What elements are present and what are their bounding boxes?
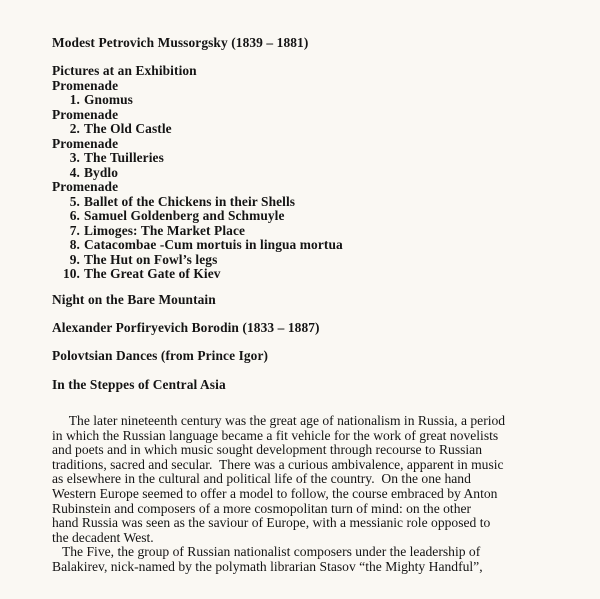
movement-title: Promenade bbox=[52, 135, 119, 151]
movement-item bbox=[52, 209, 343, 224]
prose-line: Western Europe seemed to offer a model to follow, the course embraced by Anton bbox=[52, 485, 498, 501]
prose-line: traditions, sacred and secular. There was a curious ambivalence, apparent in music bbox=[52, 456, 504, 472]
prose-line: as elsewhere in the cultural and political life of the country. On the one hand bbox=[52, 471, 471, 487]
movement-title: Limoges: The Market Place bbox=[84, 222, 246, 238]
movement-item bbox=[52, 267, 343, 282]
movement-item bbox=[52, 224, 343, 239]
movement-item bbox=[52, 195, 343, 210]
movement-number: 6. bbox=[69, 208, 80, 223]
composer-heading-mussorgsky: Modest Petrovich Mussorgsky (1839 – 1881) bbox=[52, 35, 309, 50]
prose-line: Rubinstein and composers of a more cosmopolitan turn of mind: on the other bbox=[52, 500, 472, 516]
movement-list bbox=[52, 79, 343, 282]
movement-number: 4. bbox=[69, 164, 80, 180]
movement-number: 10. bbox=[62, 266, 80, 281]
work-night-on-bare-mountain: Night on the Bare Mountain bbox=[52, 292, 216, 307]
liner-notes-text bbox=[52, 414, 592, 575]
movement-item bbox=[52, 238, 343, 253]
movement-item bbox=[52, 122, 343, 137]
movement-number: 5. bbox=[69, 193, 80, 209]
prose-line: the decadent West. bbox=[52, 529, 154, 545]
movement-number: 9. bbox=[69, 251, 80, 267]
movement-title: Catacombae -Cum mortuis in lingua mortua bbox=[84, 237, 343, 252]
prose-line: The later nineteenth century was the great age of nationalism in Russia, a period bbox=[52, 413, 506, 428]
movement-number: 7. bbox=[69, 222, 80, 238]
movement-number: 8. bbox=[69, 237, 80, 252]
movement-number: 3. bbox=[69, 150, 80, 165]
movement-item bbox=[52, 137, 343, 152]
movement-title: The Tuilleries bbox=[84, 150, 164, 165]
movement-title: Ballet of the Chickens in their Shells bbox=[84, 193, 296, 209]
movement-title: The Great Gate of Kiev bbox=[84, 266, 221, 281]
movement-title: Samuel Goldenberg and Schmuyle bbox=[84, 208, 285, 223]
movement-title: Bydlo bbox=[84, 164, 118, 180]
work-polovtsian-dances: Polovtsian Dances (from Prince Igor) bbox=[52, 348, 269, 363]
prose-line: and poets and in which music sought development through recourse to Russian bbox=[52, 442, 483, 458]
movement-title: Promenade bbox=[52, 77, 119, 93]
prose-line: hand Russia was seen as the saviour of Europe, with a messianic role opposed to bbox=[52, 515, 491, 531]
movement-item bbox=[52, 93, 343, 108]
movement-item bbox=[52, 253, 343, 268]
movement-item bbox=[52, 108, 343, 123]
prose-line: The Five, the group of Russian nationalist composers under the leadership of bbox=[52, 544, 481, 560]
movement-item bbox=[52, 166, 343, 181]
movement-title: Promenade bbox=[52, 179, 119, 194]
movement-item bbox=[52, 151, 343, 166]
movement-item bbox=[52, 79, 343, 94]
work-pictures-at-an-exhibition bbox=[52, 64, 343, 282]
movement-title: The Hut on Fowl’s legs bbox=[84, 251, 218, 267]
movement-number: 1. bbox=[69, 92, 80, 107]
work-title: Pictures at an Exhibition bbox=[52, 63, 197, 78]
work-in-the-steppes: In the Steppes of Central Asia bbox=[52, 377, 226, 392]
composer-heading-borodin: Alexander Porfiryevich Borodin (1833 – 1887) bbox=[52, 320, 320, 335]
prose-line: in which the Russian language became a fit vehicle for the work of great novelists bbox=[52, 427, 499, 443]
prose-line: Balakirev, nick-named by the polymath librarian Stasov “the Mighty Handful”, bbox=[52, 558, 483, 574]
movement-item bbox=[52, 180, 343, 195]
movement-number: 2. bbox=[69, 121, 80, 136]
movement-title: Gnomus bbox=[84, 92, 133, 107]
movement-title: The Old Castle bbox=[84, 121, 172, 136]
movement-title: Promenade bbox=[52, 106, 119, 122]
